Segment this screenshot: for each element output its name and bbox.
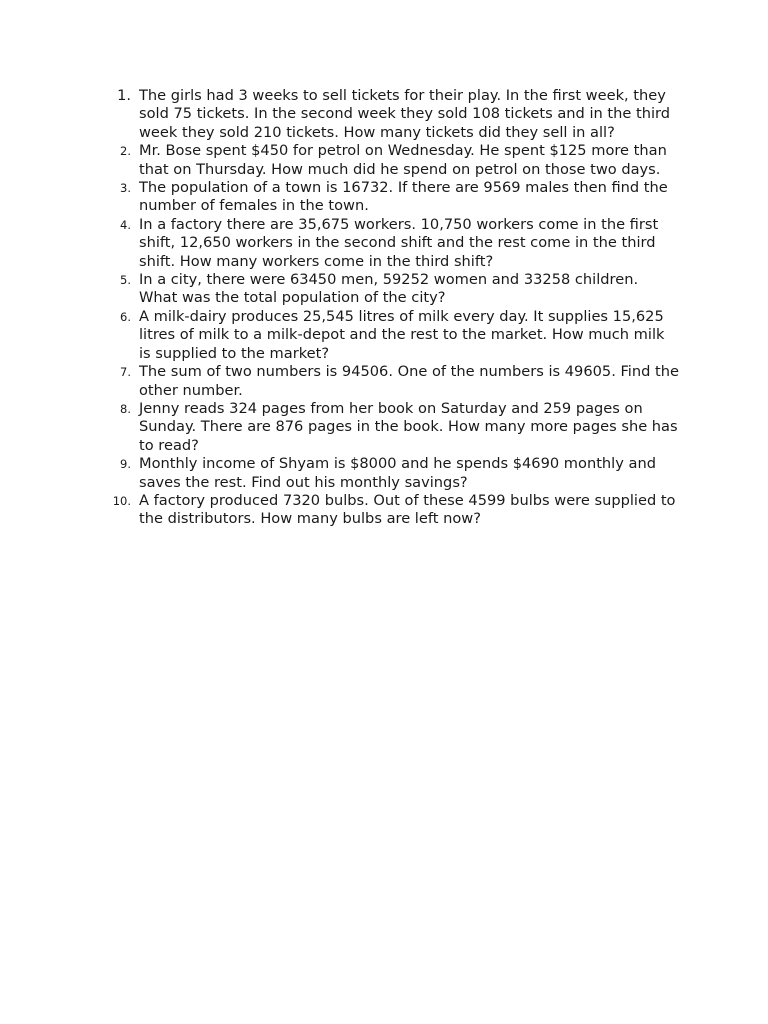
problem-item-7 [100, 363, 680, 400]
problem-number: 8. [120, 401, 131, 416]
problem-text: The sum of two numbers is 94506. One of the numbers is 49605. Find the other number. [139, 363, 679, 399]
problem-text: A factory produced 7320 bulbs. Out of these 4599 bulbs were supplied to the distributors. How many bulbs are left now? [139, 491, 676, 528]
problem-item-9 [100, 455, 680, 492]
problem-number: 10. [112, 493, 131, 508]
problem-number: 2. [120, 144, 131, 159]
problem-item-1 [100, 87, 680, 142]
problem-number: 5. [120, 273, 131, 288]
problem-text: In a factory there are 35,675 workers. 10,750 workers come in the first shift, 12,650 workers in the second shift and the rest come in the third shift. How many workers come in the third shift? [139, 215, 659, 270]
problem-number: 1. [117, 87, 131, 104]
problem-item-10 [100, 492, 680, 529]
problem-text: Mr. Bose spent $450 for petrol on Wednesday. He spent $125 more than that on Thursday. How much did he spend on petrol on those two days. [139, 142, 667, 178]
problem-text: A milk-dairy produces 25,545 litres of milk every day. It supplies 15,625 litres of milk to a milk-depot and the rest to the market. How much milk is supplied to the market? [139, 307, 665, 362]
problem-item-2 [100, 142, 680, 179]
problem-number: 3. [120, 181, 131, 196]
problem-number: 4. [120, 217, 131, 232]
problem-text: Monthly income of Shyam is $8000 and he spends $4690 monthly and saves the rest. Find out his monthly savings? [139, 455, 656, 491]
problem-number: 7. [120, 365, 131, 380]
problem-text: Jenny reads 324 pages from her book on Saturday and 259 pages on Sunday. There are 876 pages in the book. How many more pages she has to read? [139, 399, 678, 454]
problem-item-8 [100, 400, 680, 455]
word-problem-list [100, 87, 680, 529]
problem-item-4 [100, 216, 680, 271]
problem-number: 6. [120, 309, 131, 324]
problem-item-5 [100, 271, 680, 308]
problem-text: The girls had 3 weeks to sell tickets for their play. In the first week, they sold 75 tickets. In the second week they sold 108 tickets and in the third week they sold 210 tickets. How many tickets did they sell in all? [139, 87, 671, 141]
problem-number: 9. [120, 457, 131, 472]
problem-text: In a city, there were 63450 men, 59252 women and 33258 children. What was the total population of the city? [139, 271, 639, 307]
problem-item-3 [100, 179, 680, 216]
problem-text: The population of a town is 16732. If there are 9569 males then find the number of females in the town. [139, 179, 668, 215]
problem-item-6 [100, 308, 680, 363]
